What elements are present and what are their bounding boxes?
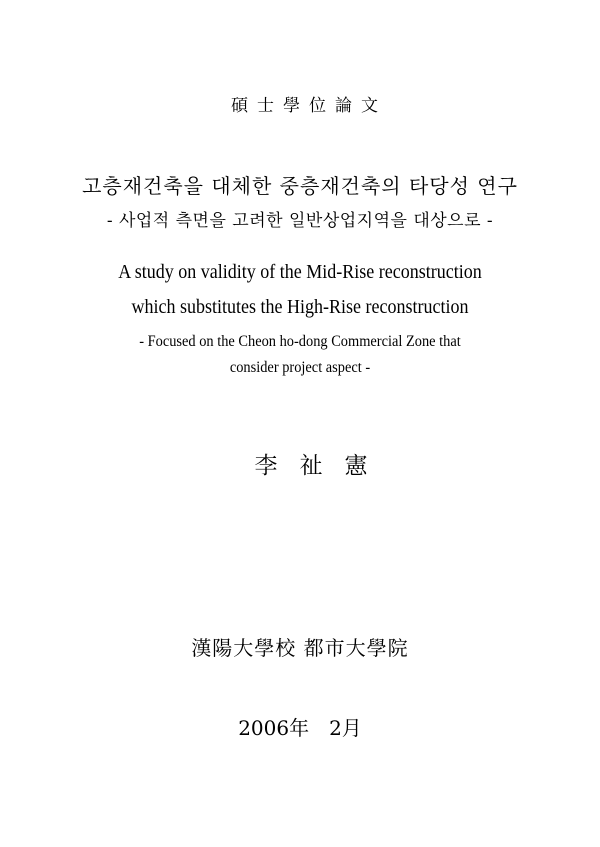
institution-name: 漢陽大學校 都市大學院 <box>191 636 409 660</box>
english-subtitle-line-1: - Focused on the Cheon ho-dong Commercial Zone that <box>139 333 461 350</box>
korean-title: 고층재건축을 대체한 중층재건축의 타당성 연구 <box>82 174 518 198</box>
submission-date: 2006年 2月 <box>238 716 362 740</box>
english-subtitle-line-2: consider project aspect - <box>229 359 371 376</box>
degree-heading: 碩士學位論文 <box>231 96 387 116</box>
english-title-line-1: A study on validity of the Mid-Rise reconstruction <box>118 261 482 283</box>
english-title-line-2: which substitutes the High-Rise reconstruction <box>131 296 469 318</box>
author-name: 李祉憲 <box>254 453 390 479</box>
korean-subtitle: - 사업적 측면을 고려한 일반상업지역을 대상으로 - <box>106 211 494 231</box>
